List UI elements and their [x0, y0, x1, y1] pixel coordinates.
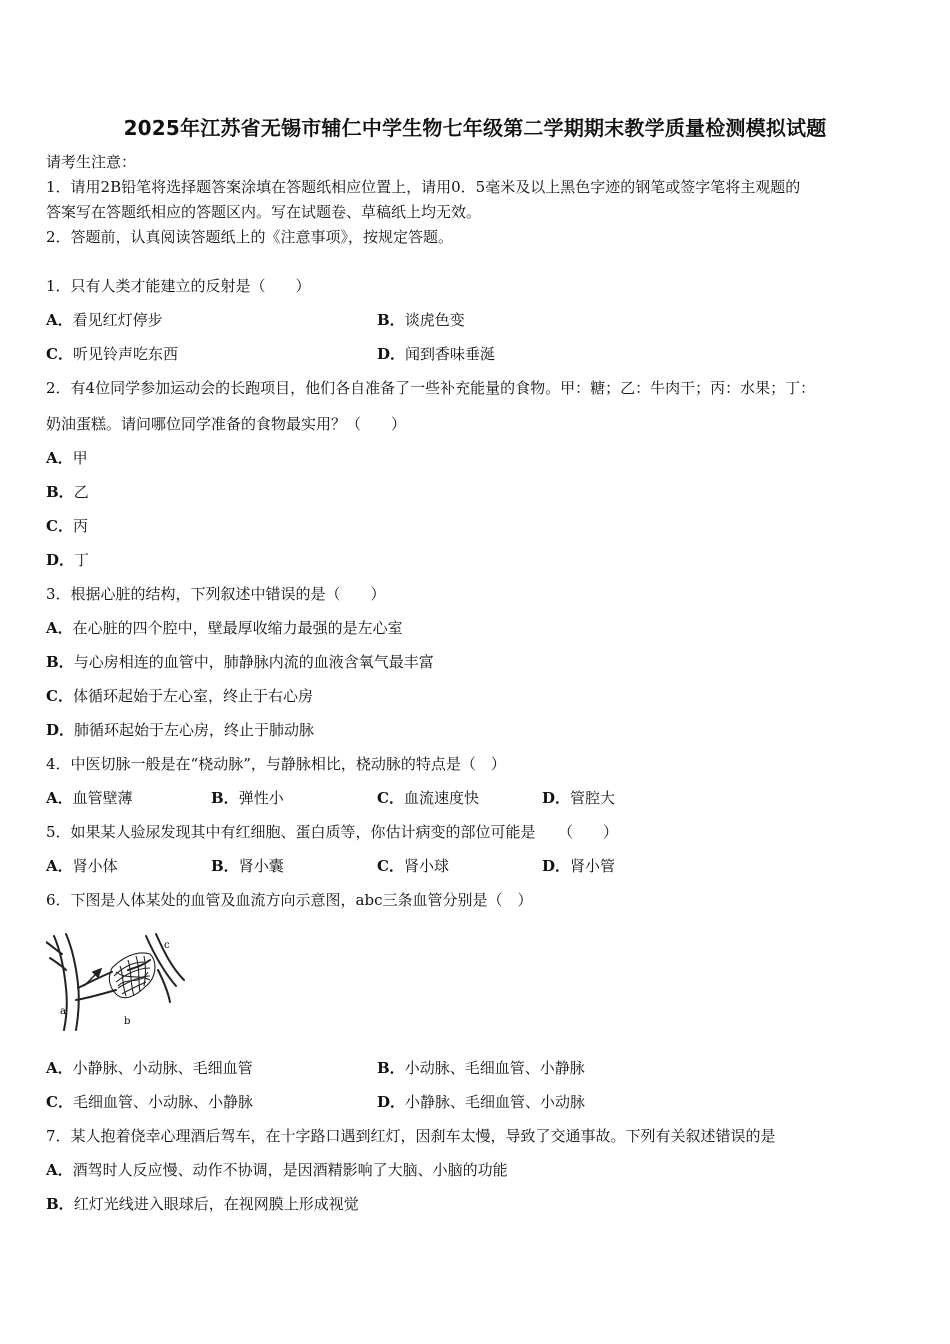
- notice-line-1: 1．请用2B铅笔将选择题答案涂填在答题纸相应位置上，请用0．5毫米及以上黑色字迹的钢笔或签字笔将主观题的: [46, 178, 801, 196]
- q4-option-c: [377, 788, 479, 808]
- option-text: 听见铃声吃东西: [72, 345, 178, 363]
- option-letter: C．: [46, 517, 73, 535]
- option-text: 小动脉、毛细血管、小静脉: [404, 1059, 585, 1077]
- option-text: 丙: [72, 517, 88, 535]
- notice-line-3: 2．答题前，认真阅读答题纸上的《注意事项》，按规定答题。: [46, 228, 454, 246]
- q4-option-a: [46, 788, 133, 808]
- blood-vessel-diagram: [46, 928, 186, 1033]
- option-text: 血管壁薄: [72, 789, 133, 807]
- option-letter: B．: [46, 653, 74, 671]
- option-letter: D．: [542, 789, 571, 807]
- vessel-label-b: b: [124, 1016, 131, 1027]
- option-text: 肾小管: [570, 857, 616, 875]
- option-letter: B．: [377, 1059, 405, 1077]
- option-letter: B．: [46, 1195, 74, 1213]
- option-text: 毛细血管、小动脉、小静脉: [72, 1093, 253, 1111]
- question-4-stem: 4．中医切脉一般是在“桡动脉”，与静脉相比，桡动脉的特点是（ ）: [46, 755, 506, 773]
- option-text: 在心脏的四个腔中，壁最厚收缩力最强的是左心室: [72, 619, 403, 637]
- option-letter: A．: [46, 1161, 73, 1179]
- q5-option-b: [211, 856, 284, 876]
- vessel-label-a: a: [60, 1006, 66, 1017]
- option-letter: A．: [46, 1059, 73, 1077]
- q1-option-d: [377, 344, 495, 364]
- option-letter: D．: [377, 1093, 406, 1111]
- question-1-stem: 1．只有人类才能建立的反射是（ ）: [46, 277, 311, 295]
- option-letter: B．: [211, 789, 239, 807]
- option-letter: D．: [377, 345, 406, 363]
- option-letter: B．: [377, 311, 405, 329]
- option-text: 与心房相连的血管中，肺静脉内流的血液含氧气最丰富: [73, 653, 434, 671]
- option-text: 红灯光线进入眼球后，在视网膜上形成视觉: [73, 1195, 359, 1213]
- question-2-stem-line-1: 2．有4位同学参加运动会的长跑项目，他们各自准备了一些补充能量的食物。甲：糖；乙：牛肉干；丙：水果；丁：: [46, 379, 816, 397]
- option-text: 肺循环起始于左心房，终止于肺动脉: [74, 721, 315, 739]
- q7-option-a: [46, 1160, 508, 1180]
- option-letter: C．: [46, 687, 73, 705]
- option-text: 看见红灯停步: [72, 311, 163, 329]
- option-letter: B．: [46, 483, 74, 501]
- q2-option-b: [46, 482, 89, 502]
- q3-option-b: [46, 652, 434, 672]
- q1-option-c: [46, 344, 178, 364]
- option-text: 血流速度快: [403, 789, 479, 807]
- option-text: 体循环起始于左心室，终止于右心房: [72, 687, 313, 705]
- option-letter: A．: [46, 789, 73, 807]
- capillary-network: [109, 953, 155, 998]
- option-text: 弹性小: [238, 789, 284, 807]
- q5-option-a: [46, 856, 118, 876]
- q6-option-a: [46, 1058, 253, 1078]
- q6-option-c: [46, 1092, 253, 1112]
- option-letter: C．: [377, 789, 404, 807]
- q2-option-a: [46, 448, 88, 468]
- option-text: 乙: [73, 483, 89, 501]
- question-6-stem: 6．下图是人体某处的血管及血流方向示意图，abc三条血管分别是（ ）: [46, 891, 533, 909]
- q4-option-d: [542, 788, 615, 808]
- q2-option-c: [46, 516, 88, 536]
- q3-option-c: [46, 686, 313, 706]
- question-7-stem: 7．某人抱着侥幸心理酒后驾车，在十字路口遇到红灯，因刹车太慢，导致了交通事故。下列有关叙述错误的是: [46, 1127, 776, 1145]
- q5-option-c: [377, 856, 449, 876]
- q1-option-b: [377, 310, 465, 330]
- q5-option-d: [542, 856, 615, 876]
- q7-option-b: [46, 1194, 359, 1214]
- option-text: 肾小球: [403, 857, 449, 875]
- option-letter: A．: [46, 857, 73, 875]
- q3-option-a: [46, 618, 403, 638]
- option-letter: C．: [377, 857, 404, 875]
- option-letter: C．: [46, 1093, 73, 1111]
- q4-option-b: [211, 788, 284, 808]
- page-title: 2025年江苏省无锡市辅仁中学生物七年级第二学期期末教学质量检测模拟试题: [123, 116, 827, 140]
- option-text: 肾小体: [72, 857, 118, 875]
- option-letter: A．: [46, 449, 73, 467]
- option-letter: D．: [46, 551, 75, 569]
- flow-arrow-icon: [84, 969, 101, 986]
- notice-line-2: 答案写在答题纸相应的答题区内。写在试题卷、草稿纸上均无效。: [46, 203, 482, 221]
- q3-option-d: [46, 720, 314, 740]
- option-text: 闻到香味垂涎: [405, 345, 496, 363]
- option-letter: B．: [211, 857, 239, 875]
- option-text: 肾小囊: [238, 857, 284, 875]
- option-letter: D．: [542, 857, 571, 875]
- notice-heading: 请考生注意：: [46, 153, 137, 171]
- option-letter: C．: [46, 345, 73, 363]
- option-text: 甲: [72, 449, 88, 467]
- vessel-label-c: c: [164, 940, 170, 951]
- option-text: 管腔大: [570, 789, 616, 807]
- q2-option-d: [46, 550, 89, 570]
- option-text: 酒驾时人反应慢、动作不协调，是因酒精影响了大脑、小脑的功能: [72, 1161, 508, 1179]
- option-text: 小静脉、小动脉、毛细血管: [72, 1059, 253, 1077]
- option-text: 丁: [74, 551, 90, 569]
- question-2-stem-line-2: 奶油蛋糕。请问哪位同学准备的食物最实用？（ ）: [46, 415, 407, 433]
- option-text: 谈虎色变: [404, 311, 465, 329]
- question-3-stem: 3．根据心脏的结构，下列叙述中错误的是（ ）: [46, 585, 386, 603]
- q6-option-b: [377, 1058, 585, 1078]
- option-letter: A．: [46, 311, 73, 329]
- option-text: 小静脉、毛细血管、小动脉: [405, 1093, 586, 1111]
- q1-option-a: [46, 310, 163, 330]
- option-letter: A．: [46, 619, 73, 637]
- q6-option-d: [377, 1092, 585, 1112]
- question-5-stem: 5．如果某人验尿发现其中有红细胞、蛋白质等，你估计病变的部位可能是 （ ）: [46, 823, 619, 841]
- option-letter: D．: [46, 721, 75, 739]
